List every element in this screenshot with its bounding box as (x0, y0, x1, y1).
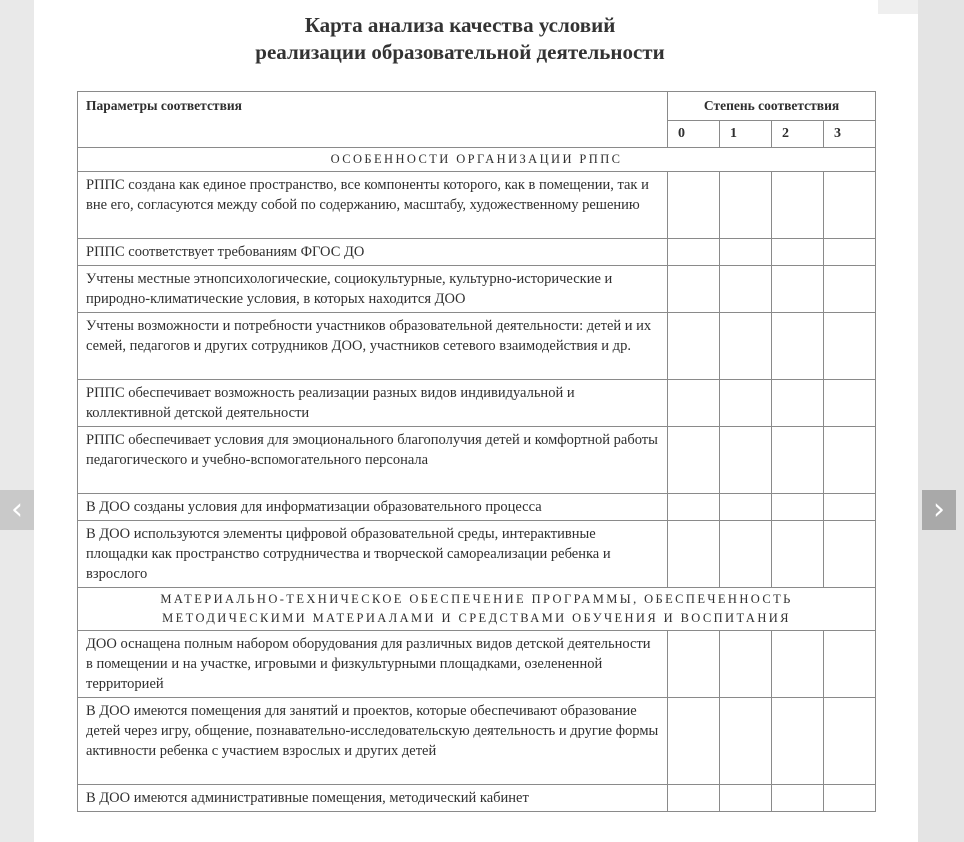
score-cell[interactable] (668, 427, 720, 494)
param-text: РППС обеспечивает условия для эмоционального благополучия детей и комфортной работы педагогического и учебно-вспомогательного персонала (78, 427, 668, 494)
table-row (78, 172, 876, 239)
score-cell[interactable] (668, 698, 720, 785)
score-cell[interactable] (772, 427, 824, 494)
param-text: РППС соответствует требованиям ФГОС ДО (78, 239, 668, 266)
score-cell[interactable] (720, 266, 772, 313)
title-line-1: Карта анализа качества условий (304, 13, 616, 37)
viewer-background (918, 0, 964, 842)
header-row (78, 92, 876, 121)
score-cell[interactable] (824, 313, 876, 380)
score-cell[interactable] (720, 172, 772, 239)
score-cell[interactable] (772, 313, 824, 380)
score-cell[interactable] (720, 698, 772, 785)
section-heading-line-1: МАТЕРИАЛЬНО-ТЕХНИЧЕСКОЕ ОБЕСПЕЧЕНИЕ ПРОГРАММЫ, ОБЕСПЕЧЕННОСТЬ (160, 592, 793, 606)
param-text: В ДОО созданы условия для информатизации образовательного процесса (78, 494, 668, 521)
score-cell[interactable] (668, 521, 720, 588)
table-row (78, 494, 876, 521)
score-cell[interactable] (720, 427, 772, 494)
title-line-2: реализации образовательной деятельности (255, 40, 665, 64)
score-cell[interactable] (772, 698, 824, 785)
param-text: РППС обеспечивает возможность реализации разных видов индивидуальной и коллективной детской деятельности (78, 380, 668, 427)
score-cell[interactable] (668, 494, 720, 521)
score-cell[interactable] (720, 239, 772, 266)
score-cell[interactable] (824, 172, 876, 239)
score-cell[interactable] (772, 785, 824, 812)
section-row (78, 588, 876, 631)
score-cell[interactable] (824, 239, 876, 266)
score-1: 1 (720, 121, 772, 148)
table-row (78, 380, 876, 427)
chevron-right-icon: › (933, 492, 945, 527)
param-text: Учтены возможности и потребности участников образовательной деятельности: детей и их семей, педагогов и других сотрудников ДОО, участников сетевого взаимодействия и др. (78, 313, 668, 380)
section-heading-rpps: ОСОБЕННОСТИ ОРГАНИЗАЦИИ РППС (78, 148, 876, 172)
score-2: 2 (772, 121, 824, 148)
score-cell[interactable] (720, 380, 772, 427)
param-text: РППС создана как единое пространство, все компоненты которого, как в помещении, так и вне его, согласуются между собой по содержанию, масштабу, художественному решению (78, 172, 668, 239)
score-cell[interactable] (668, 266, 720, 313)
score-cell[interactable] (772, 521, 824, 588)
param-text: В ДОО используются элементы цифровой образовательной среды, интерактивные площадки как пространство сотрудничества и творческой самореализации ребенка и взрослого (78, 521, 668, 588)
table-row (78, 785, 876, 812)
section-row (78, 148, 876, 172)
score-cell[interactable] (720, 631, 772, 698)
score-cell[interactable] (772, 494, 824, 521)
table-row (78, 521, 876, 588)
next-page-button[interactable] (922, 490, 956, 530)
score-cell[interactable] (720, 313, 772, 380)
param-text: В ДОО имеются административные помещения, методический кабинет (78, 785, 668, 812)
param-text: В ДОО имеются помещения для занятий и проектов, которые обеспечивают образование детей через игру, общение, познавательно-исследовательскую деятельность и другие формы активности ребенка с участием взрослых и других детей (78, 698, 668, 785)
score-cell[interactable] (824, 521, 876, 588)
table-row (78, 698, 876, 785)
viewer-tab (878, 0, 918, 14)
score-cell[interactable] (772, 172, 824, 239)
score-0: 0 (668, 121, 720, 148)
assessment-table (77, 91, 876, 812)
score-cell[interactable] (824, 494, 876, 521)
score-cell[interactable] (824, 266, 876, 313)
param-text: ДОО оснащена полным набором оборудования для различных видов детской деятельности в помещении и на участке, игровыми и физкультурными площадками, озелененной территорией (78, 631, 668, 698)
score-cell[interactable] (824, 785, 876, 812)
score-cell[interactable] (668, 313, 720, 380)
score-cell[interactable] (668, 631, 720, 698)
score-cell[interactable] (668, 380, 720, 427)
table-row (78, 631, 876, 698)
score-cell[interactable] (824, 380, 876, 427)
section-heading-line-2: МЕТОДИЧЕСКИМИ МАТЕРИАЛАМИ И СРЕДСТВАМИ ОБУЧЕНИЯ И ВОСПИТАНИЯ (162, 611, 791, 625)
score-cell[interactable] (824, 427, 876, 494)
table-row (78, 266, 876, 313)
score-cell[interactable] (720, 521, 772, 588)
score-cell[interactable] (720, 494, 772, 521)
table-row (78, 427, 876, 494)
score-cell[interactable] (668, 239, 720, 266)
document-title (150, 12, 770, 66)
score-cell[interactable] (772, 380, 824, 427)
header-degree: Степень соответствия (668, 92, 876, 121)
header-params: Параметры соответствия (78, 92, 668, 148)
score-cell[interactable] (772, 266, 824, 313)
score-3: 3 (824, 121, 876, 148)
prev-page-button[interactable] (0, 490, 34, 530)
score-cell[interactable] (668, 172, 720, 239)
score-cell[interactable] (824, 698, 876, 785)
table-row (78, 313, 876, 380)
table-row (78, 239, 876, 266)
score-cell[interactable] (668, 785, 720, 812)
score-cell[interactable] (824, 631, 876, 698)
param-text: Учтены местные этнопсихологические, социокультурные, культурно-исторические и природно-климатические условия, в которых находится ДОО (78, 266, 668, 313)
score-cell[interactable] (772, 239, 824, 266)
score-cell[interactable] (772, 631, 824, 698)
score-cell[interactable] (720, 785, 772, 812)
chevron-left-icon: ‹ (11, 492, 23, 527)
section-heading-materials (78, 588, 876, 631)
